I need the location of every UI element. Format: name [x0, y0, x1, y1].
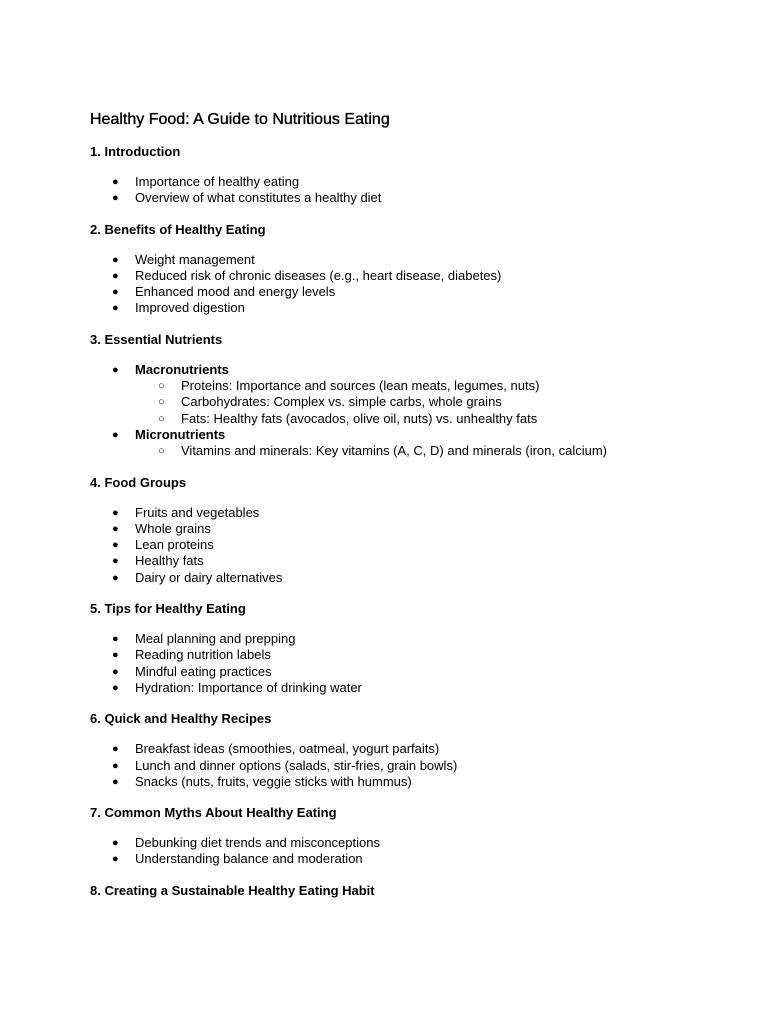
list-item — [90, 851, 768, 867]
sub-bullet-list — [135, 378, 768, 427]
section-heading: 6. Quick and Healthy Recipes — [90, 711, 272, 727]
bullet-icon: ● — [112, 363, 119, 376]
bullet-list — [90, 741, 768, 790]
section-heading: 3. Essential Nutrients — [90, 331, 223, 347]
bullet-icon: ● — [112, 775, 119, 788]
sub-list-item-text: Fats: Healthy fats (avocados, olive oil, nuts) vs. unhealthy fats — [181, 410, 538, 426]
hollow-bullet-icon: ○ — [158, 396, 165, 409]
bullet-icon: ● — [112, 192, 119, 205]
bullet-icon: ● — [112, 428, 119, 441]
list-item-text: Improved digestion — [135, 300, 245, 316]
bullet-icon: ● — [112, 302, 119, 315]
list-item-text: Breakfast ideas (smoothies, oatmeal, yogurt parfaits) — [135, 741, 440, 757]
hollow-bullet-icon: ○ — [158, 380, 165, 393]
section-heading: 8. Creating a Sustainable Healthy Eating Habit — [90, 882, 375, 898]
bullet-icon: ● — [112, 665, 119, 678]
list-item — [90, 570, 768, 586]
list-item-text: Debunking diet trends and misconceptions — [135, 835, 380, 851]
bullet-icon: ● — [112, 176, 119, 188]
bullet-icon: ● — [112, 681, 119, 694]
list-item-text: Mindful eating practices — [135, 663, 272, 679]
bullet-list — [90, 174, 768, 207]
list-item-text: Lean proteins — [135, 537, 214, 553]
section-heading: 7. Common Myths About Healthy Eating — [90, 805, 337, 821]
section-heading: 1. Introduction — [90, 144, 181, 159]
list-item-text: Micronutrients — [135, 426, 226, 442]
list-item — [90, 505, 768, 521]
bullet-icon: ● — [112, 506, 119, 519]
bullet-icon: ● — [112, 837, 119, 850]
section-heading: 2. Benefits of Healthy Eating — [90, 221, 266, 237]
list-item — [90, 758, 768, 774]
list-item — [90, 268, 768, 284]
bullet-list — [90, 252, 768, 317]
list-item-text: Dairy or dairy alternatives — [135, 569, 283, 585]
list-item — [90, 631, 768, 647]
bullet-icon: ● — [112, 759, 119, 772]
sub-list-item-text: Proteins: Importance and sources (lean meats, legumes, nuts) — [181, 378, 540, 394]
bullet-list — [90, 505, 768, 586]
sub-list-item — [135, 378, 768, 394]
bullet-icon: ● — [112, 555, 119, 568]
bullet-list — [90, 631, 768, 696]
bullet-icon: ● — [112, 853, 119, 866]
sub-list-item-text: Vitamins and minerals: Key vitamins (A, C, D) and minerals (iron, calcium) — [181, 443, 608, 459]
list-item — [90, 190, 768, 206]
list-item — [90, 664, 768, 680]
bullet-icon: ● — [112, 269, 119, 282]
bullet-icon: ● — [112, 539, 119, 552]
list-item-text: Hydration: Importance of drinking water — [135, 679, 362, 695]
list-item — [90, 537, 768, 553]
list-item-text: Fruits and vegetables — [135, 504, 260, 520]
bullet-icon: ● — [112, 286, 119, 299]
list-item — [90, 427, 768, 460]
list-item-text: Weight management — [135, 251, 255, 267]
bullet-list — [90, 362, 768, 460]
sub-list-item — [135, 394, 768, 410]
section-heading: 4. Food Groups — [90, 474, 187, 490]
list-item-text: Whole grains — [135, 520, 211, 536]
list-item-text: Reading nutrition labels — [135, 647, 271, 663]
list-item-text: Overview of what constitutes a healthy diet — [135, 190, 382, 206]
bullet-icon: ● — [112, 633, 119, 646]
list-item-text: Understanding balance and moderation — [135, 851, 363, 867]
list-item-text: Lunch and dinner options (salads, stir-fries, grain bowls) — [135, 757, 458, 773]
list-item-text: Snacks (nuts, fruits, veggie sticks with hummus) — [135, 773, 412, 789]
list-item — [90, 835, 768, 851]
list-item-text: Healthy fats — [135, 553, 204, 569]
list-item — [90, 284, 768, 300]
list-item — [90, 741, 768, 757]
bullet-list — [90, 835, 768, 868]
document-body — [90, 144, 768, 899]
list-item-text: Enhanced mood and energy levels — [135, 284, 336, 300]
bullet-icon: ● — [112, 743, 119, 756]
list-item — [90, 362, 768, 427]
list-item — [90, 680, 768, 696]
bullet-icon: ● — [112, 253, 119, 266]
hollow-bullet-icon: ○ — [158, 412, 165, 425]
list-item-text: Meal planning and prepping — [135, 631, 296, 647]
list-item — [90, 647, 768, 663]
sub-bullet-list — [135, 443, 768, 459]
sub-list-item — [135, 443, 768, 459]
list-item — [90, 521, 768, 537]
list-item-text: Importance of healthy eating — [135, 174, 300, 189]
list-item — [90, 252, 768, 268]
section-heading: 5. Tips for Healthy Eating — [90, 601, 246, 617]
hollow-bullet-icon: ○ — [158, 445, 165, 458]
sub-list-item — [135, 411, 768, 427]
list-item — [90, 553, 768, 569]
bullet-icon: ● — [112, 571, 119, 584]
list-item-text: Reduced risk of chronic diseases (e.g., heart disease, diabetes) — [135, 267, 502, 283]
list-item — [90, 174, 768, 190]
list-item-text: Macronutrients — [135, 361, 229, 377]
bullet-icon: ● — [112, 522, 119, 535]
list-item — [90, 300, 768, 316]
bullet-icon: ● — [112, 649, 119, 662]
sub-list-item-text: Carbohydrates: Complex vs. simple carbs, whole grains — [181, 394, 502, 410]
document-title: Healthy Food: A Guide to Nutritious Eating — [90, 111, 390, 128]
list-item — [90, 774, 768, 790]
